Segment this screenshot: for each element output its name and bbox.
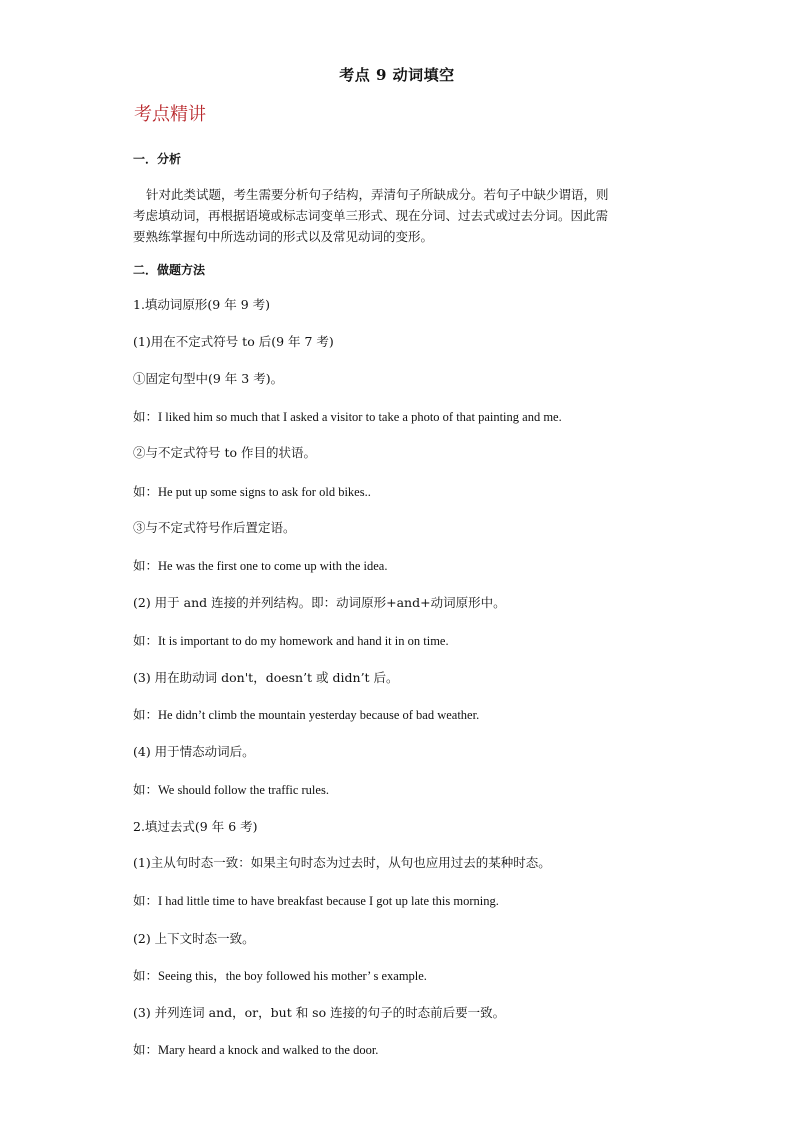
- rule-item: ③与不定式符号作后置定语。: [133, 520, 296, 535]
- rule-subheading: (1)主从句时态一致：如果主句时态为过去时，从句也应用过去的某种时态。: [133, 855, 551, 870]
- rule-subheading: (2) 上下文时态一致。: [133, 931, 255, 946]
- part2-heading: 二．做题方法: [133, 263, 206, 277]
- example-sentence: 如：I had little time to have breakfast because I got up late this morning.: [133, 894, 499, 908]
- example-sentence: 如：Seeing this，the boy followed his mother’ s example.: [133, 969, 427, 983]
- analysis-paragraph: [133, 184, 661, 247]
- paragraph-line: 考虑填动词，再根据语境或标志词变单三形式、现在分词、过去式或过去分词。因此需: [133, 208, 609, 223]
- rule-subheading: (4) 用于情态动词后。: [133, 744, 255, 759]
- rule-subheading: (2) 用于 and 连接的并列结构。即：动词原形+and+动词原形中。: [133, 595, 506, 610]
- paragraph-line: 要熟练掌握句中所选动词的形式以及常见动词的变形。: [133, 229, 434, 244]
- example-sentence: 如：I liked him so much that I asked a visitor to take a photo of that painting and me.: [133, 410, 562, 424]
- example-sentence: 如：We should follow the traffic rules.: [133, 783, 329, 797]
- rule-item: ②与不定式符号 to 作目的状语。: [133, 445, 316, 460]
- rule-subheading: (3) 并列连词 and，or，but 和 so 连接的句子的时态前后要一致。: [133, 1005, 506, 1020]
- rule-heading: 2.填过去式(9 年 6 考): [133, 819, 258, 834]
- paragraph-line: 针对此类试题，考生需要分析句子结构，弄清句子所缺成分。若句子中缺少谓语，则: [146, 187, 609, 202]
- rule-item: ①固定句型中(9 年 3 考)。: [133, 371, 284, 386]
- example-sentence: 如：It is important to do my homework and hand it in on time.: [133, 634, 449, 648]
- rule-subheading: (3) 用在助动词 don't，doesn’t 或 didn’t 后。: [133, 670, 399, 685]
- rule-subheading: (1)用在不定式符号 to 后(9 年 7 考): [133, 334, 334, 349]
- page-title: 考点 9 动词填空: [339, 66, 455, 84]
- example-sentence: 如：He was the first one to come up with the idea.: [133, 559, 388, 573]
- example-sentence: 如：Mary heard a knock and walked to the door.: [133, 1043, 379, 1057]
- example-sentence: 如：He put up some signs to ask for old bikes..: [133, 485, 371, 499]
- rule-heading: 1.填动词原形(9 年 9 考): [133, 297, 271, 312]
- section-heading: 考点精讲: [134, 104, 206, 125]
- part1-heading: 一．分析: [133, 152, 182, 166]
- example-sentence: 如：He didn’t climb the mountain yesterday because of bad weather.: [133, 708, 480, 722]
